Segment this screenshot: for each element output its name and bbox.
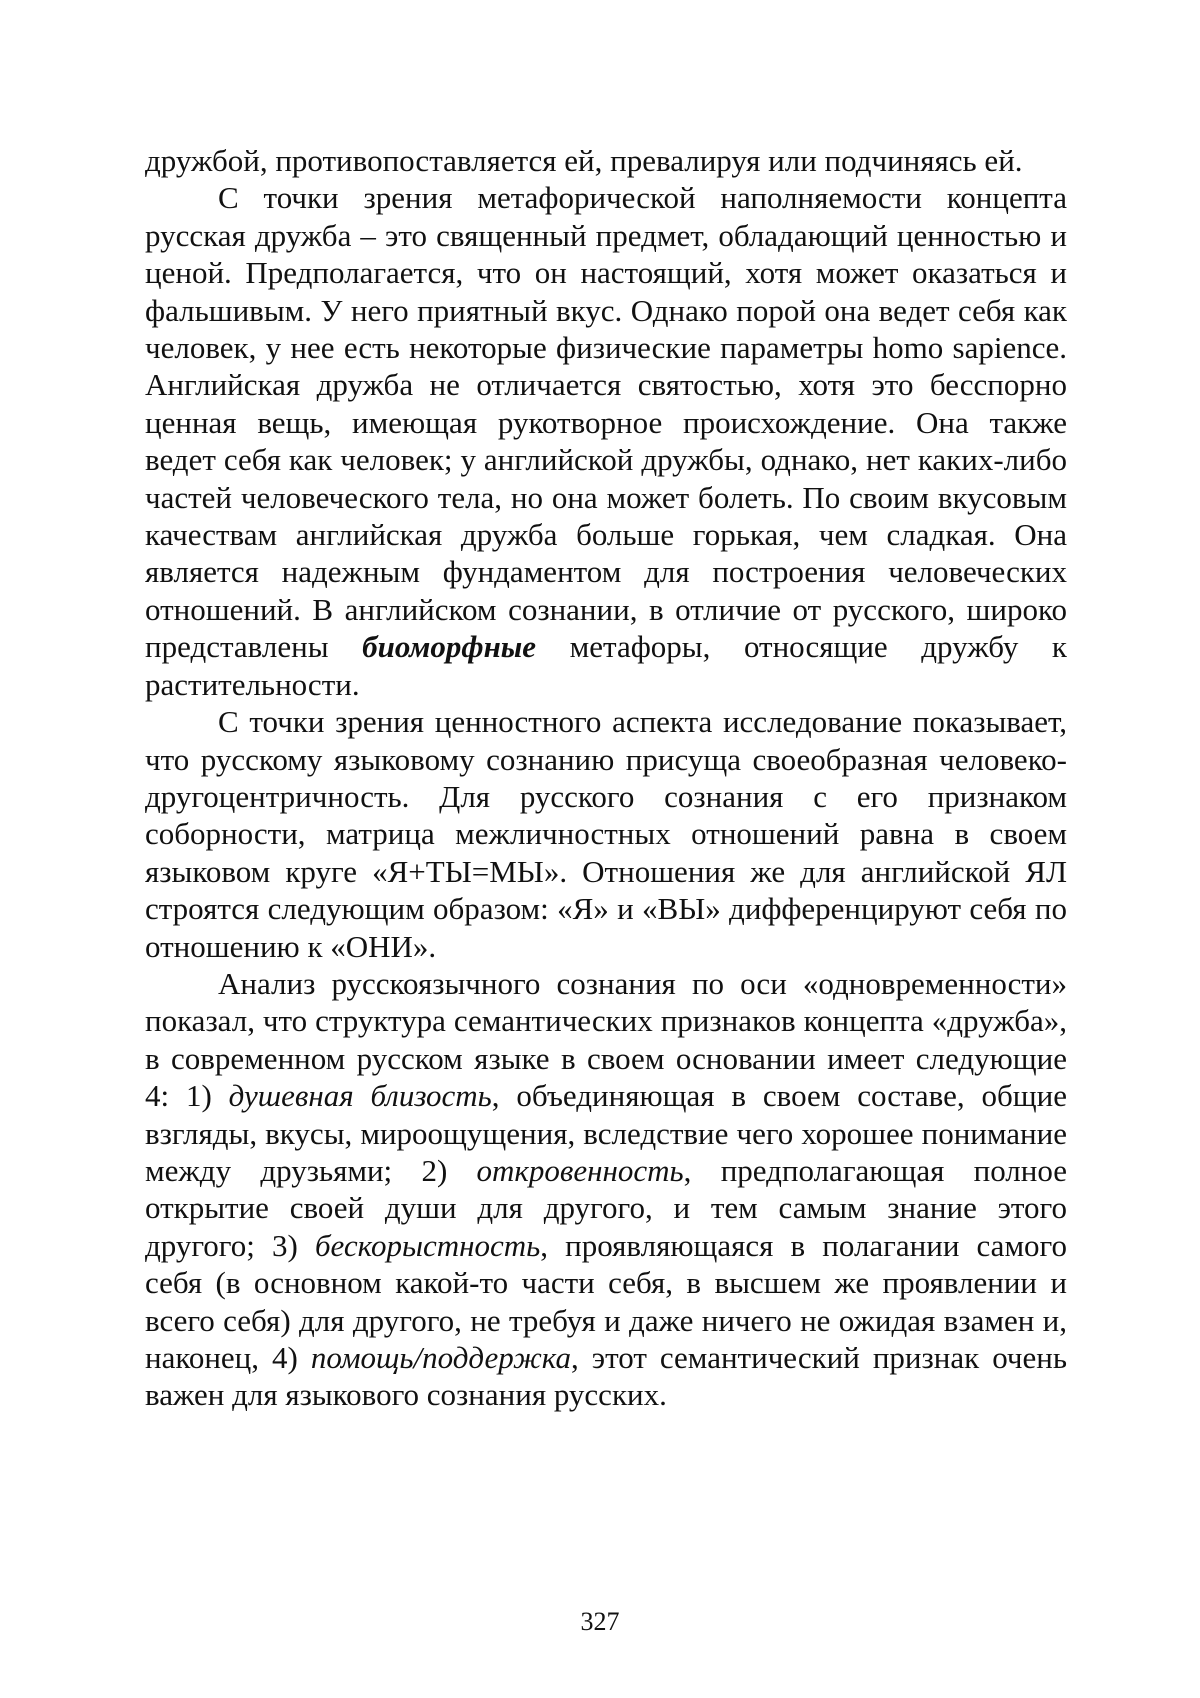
emphasis-italic: помощь/поддержка	[310, 1340, 572, 1375]
document-page	[145, 142, 1067, 1414]
paragraph	[145, 179, 1067, 703]
paragraph	[145, 703, 1067, 965]
emphasis-italic: душевная близость	[228, 1078, 492, 1114]
page-number: 327	[580, 1607, 620, 1636]
text-run: С точки зрения метафорической наполняемости концепта русская дружба – это священный предмет, обладающий ценностью и ценой. Предполагается, что он настоящий, хотя может оказаться и фальшивым. У него приятный вкус. Однако порой она ведет себя как человек, у нее есть некоторые физические параметры homo sapience. Английская дружба не отличается святостью, хотя это бесспорно ценная вещь, имеющая рукотворное происхождение. Она также ведет себя как человек; у английской дружбы, однако, нет каких-либо частей человеческого тела, но она может болеть. По своим вкусовым качествам английская дружба больше горькая, чем сладкая. Она является надежным фундаментом для построения человеческих отношений. В английском сознании, в отличие от русского, широко представлены	[145, 180, 1067, 665]
paragraph	[145, 142, 1067, 179]
paragraph	[145, 965, 1067, 1414]
text-run: дружбой, противопоставляется ей, превалируя или подчиняясь ей.	[145, 143, 1023, 178]
text-run: , объединяющая в своем составе, общие взгляды, вкусы, мироощущения, вследствие чего хорошее понимание между друзьями; 2)	[145, 1078, 1068, 1188]
emphasis-bold-italic: биоморфные	[362, 629, 537, 665]
text-run: метафоры, относящие дружбу к растительности.	[145, 629, 1067, 702]
text-run: , этот семантический признак очень важен для языкового сознания русских.	[145, 1340, 1067, 1413]
text-run: Анализ русскоязычного сознания по оси «одновременности» показал, что структура семантических признаков концепта «дружба», в современном русском языке в своем основании имеет следующие 4: 1)	[145, 965, 1067, 1114]
text-run: С точки зрения ценностного аспекта исследование показывает, что русскому языковому сознанию присуща своеобразная человеко-другоцентричность. Для русского сознания с его признаком соборности, матрица межличностных отношений равна в своем языковом круге «Я+ТЫ=МЫ». Отношения же для английской ЯЛ строятся следующим образом: «Я» и «ВЫ» дифференцируют себя по отношению к «ОНИ».	[145, 704, 1067, 964]
text-run: , проявляющаяся в полагании самого себя (в основном какой-то части себя, в высшем же проявлении и всего себя) для другого, не требуя и даже ничего не ожидая взамен и, наконец, 4)	[145, 1227, 1068, 1375]
emphasis-italic: бескорыстность	[314, 1227, 541, 1263]
emphasis-italic: откровенность	[476, 1152, 684, 1188]
text-run: , предполагающая полное открытие своей души для другого, и тем самым знание этого другого; 3)	[145, 1152, 1067, 1263]
